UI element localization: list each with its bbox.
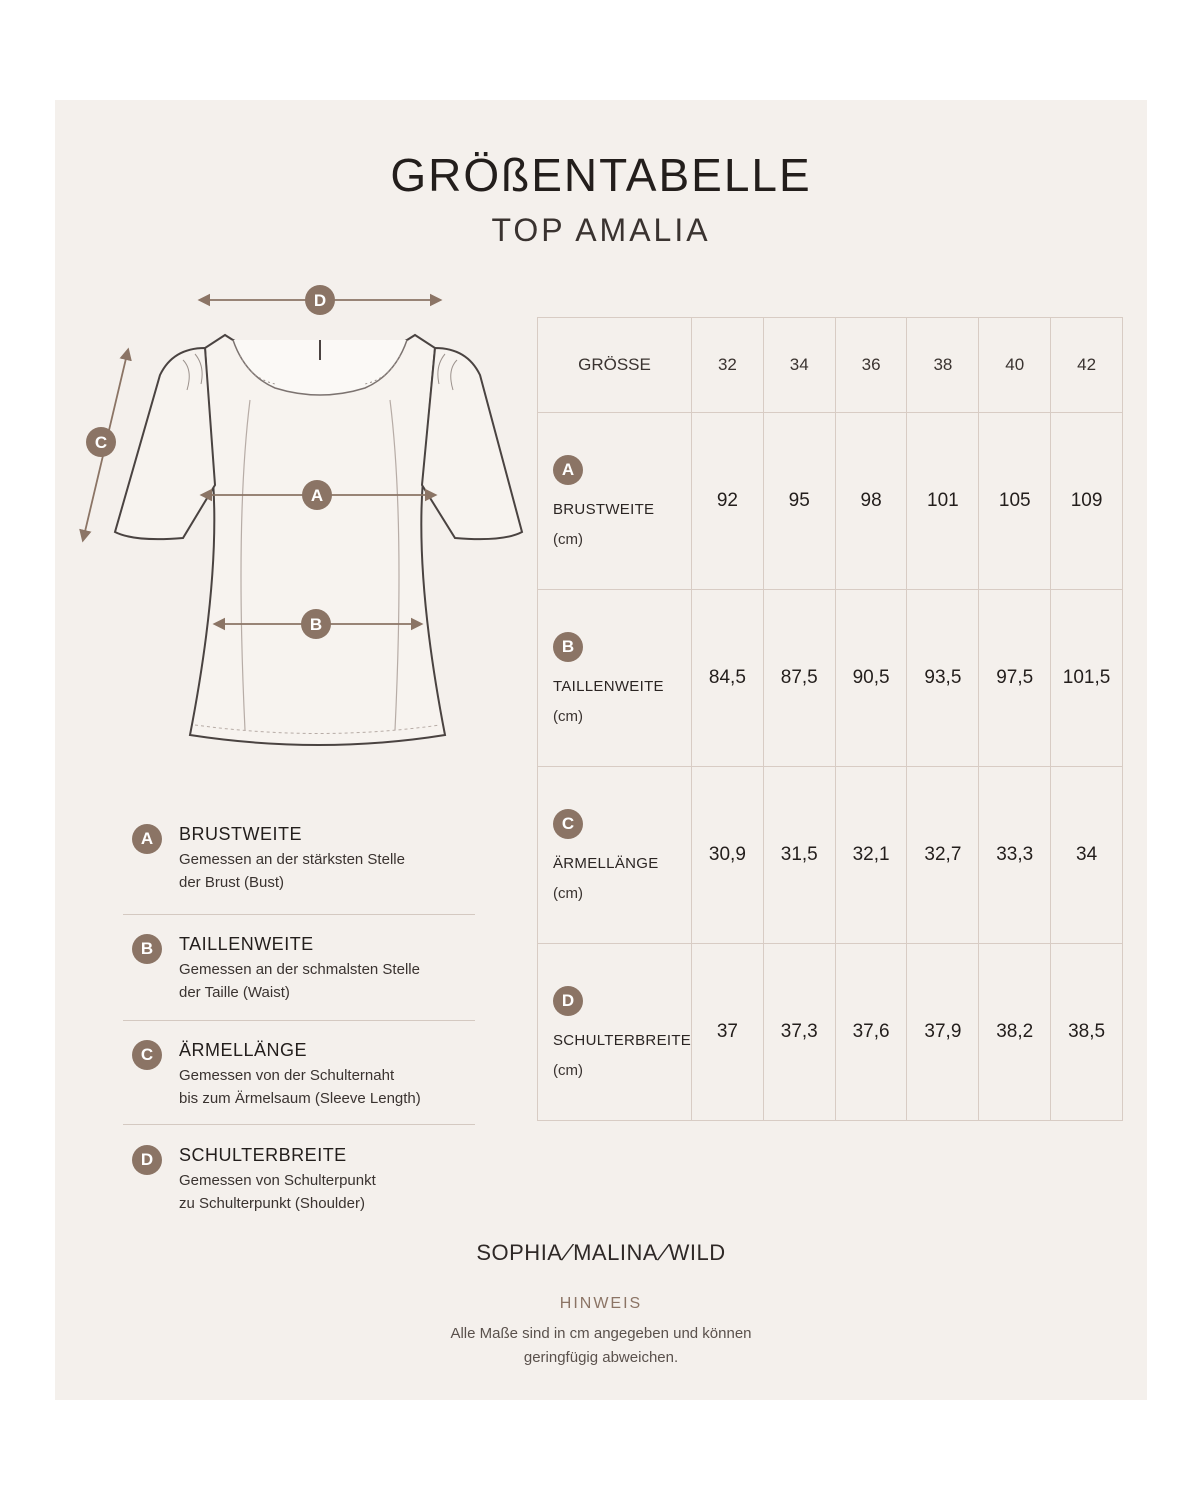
legend-title: TAILLENWEITE: [179, 934, 314, 954]
table-cell: 84,5: [692, 590, 764, 767]
note-title: HINWEIS: [559, 1295, 643, 1312]
badge-d: D: [132, 1145, 162, 1175]
table-cell: 34: [1051, 767, 1123, 944]
legend-item-shoulder: [123, 1141, 531, 1215]
page-title: GRÖßENTABELLE: [390, 149, 812, 201]
row-label-unit: (cm): [553, 530, 583, 548]
row-label-name: ÄRMELLÄNGE: [553, 854, 659, 872]
table-cell: 31,5: [763, 767, 835, 944]
brand-separator: /: [654, 1240, 673, 1265]
row-label: [538, 944, 692, 1121]
table-cell: 93,5: [907, 590, 979, 767]
table-row-shoulder: [538, 944, 1123, 1121]
size-col-header: 32: [692, 318, 764, 413]
table-cell: 87,5: [763, 590, 835, 767]
legend-title: BRUSTWEITE: [179, 824, 303, 844]
row-label: [538, 590, 692, 767]
legend-desc-line1: Gemessen an der schmalsten Stelle: [179, 961, 420, 978]
table-cell: 38,2: [979, 944, 1051, 1121]
table-row-sleeve: [538, 767, 1123, 944]
brand-logo: [55, 1240, 1147, 1266]
brand-part: WILD: [668, 1240, 726, 1265]
note-text: [425, 1322, 777, 1370]
size-col-header: 40: [979, 318, 1051, 413]
row-label-name: BRUSTWEITE: [553, 500, 655, 518]
note-line1: Alle Maße sind in cm angegeben und können: [450, 1325, 752, 1342]
garment-illustration: [75, 280, 535, 780]
size-col-header: 42: [1051, 318, 1123, 413]
legend-divider: [123, 1020, 475, 1021]
brand-part: SOPHIA: [476, 1240, 563, 1265]
size-chart-panel: [55, 100, 1147, 1400]
row-label-unit: (cm): [553, 707, 583, 725]
table-cell: 32,1: [835, 767, 907, 944]
legend-title: ÄRMELLÄNGE: [179, 1040, 308, 1060]
legend-desc-line2: zu Schulterpunkt (Shoulder): [179, 1195, 365, 1212]
table-cell: 37,9: [907, 944, 979, 1121]
badge-c: C: [553, 809, 583, 839]
marker-d: D: [313, 291, 327, 310]
table-cell: 37,6: [835, 944, 907, 1121]
legend-desc-line1: Gemessen an der stärksten Stelle: [179, 851, 405, 868]
legend-item-sleeve: [123, 1036, 531, 1110]
table-cell: 101,5: [1051, 590, 1123, 767]
legend-title: SCHULTERBREITE: [179, 1145, 347, 1165]
legend-desc-line2: bis zum Ärmelsaum (Sleeve Length): [179, 1090, 421, 1107]
marker-b: B: [309, 615, 323, 634]
badge-a: A: [553, 455, 583, 485]
brand-part: MALINA: [573, 1240, 659, 1265]
row-label: [538, 767, 692, 944]
brand-separator: /: [558, 1240, 578, 1265]
legend-desc-line1: Gemessen von Schulterpunkt: [179, 1172, 376, 1189]
badge-b: B: [553, 632, 583, 662]
row-label-unit: (cm): [553, 1061, 583, 1079]
table-cell: 37,3: [763, 944, 835, 1121]
size-col-header: 38: [907, 318, 979, 413]
table-cell: 37: [692, 944, 764, 1121]
product-name: TOP AMALIA: [491, 212, 711, 248]
table-row-bust: [538, 413, 1123, 590]
legend-divider: [123, 1124, 475, 1125]
table-header-row: [538, 318, 1123, 413]
legend-desc-line2: der Taille (Waist): [179, 984, 290, 1001]
size-table: [537, 317, 1123, 1121]
table-cell: 92: [692, 413, 764, 590]
size-col-header: 34: [763, 318, 835, 413]
legend-item-waist: [123, 930, 531, 1004]
table-cell: 98: [835, 413, 907, 590]
badge-a: A: [132, 824, 162, 854]
badge-b: B: [132, 934, 162, 964]
table-cell: 32,7: [907, 767, 979, 944]
table-cell: 109: [1051, 413, 1123, 590]
legend-item-bust: [123, 820, 531, 894]
table-cell: 97,5: [979, 590, 1051, 767]
note-line2: geringfügig abweichen.: [523, 1349, 679, 1366]
marker-a: A: [310, 486, 324, 505]
marker-c: C: [94, 433, 108, 452]
table-cell: 105: [979, 413, 1051, 590]
table-cell: 101: [907, 413, 979, 590]
row-label-unit: (cm): [553, 884, 583, 902]
badge-c: C: [132, 1040, 162, 1070]
badge-d: D: [553, 986, 583, 1016]
table-cell: 38,5: [1051, 944, 1123, 1121]
row-label-name: TAILLENWEITE: [553, 677, 664, 695]
table-cell: 90,5: [835, 590, 907, 767]
size-col-header: 36: [835, 318, 907, 413]
row-label-name: SCHULTERBREITE: [553, 1031, 692, 1049]
legend-desc-line2: der Brust (Bust): [179, 874, 285, 891]
table-cell: 33,3: [979, 767, 1051, 944]
legend-desc-line1: Gemessen von der Schulternaht: [179, 1067, 395, 1084]
table-cell: 30,9: [692, 767, 764, 944]
row-label: [538, 413, 692, 590]
table-cell: 95: [763, 413, 835, 590]
legend-divider: [123, 914, 475, 915]
size-header-label: GRÖSSE: [538, 318, 692, 413]
table-row-waist: [538, 590, 1123, 767]
